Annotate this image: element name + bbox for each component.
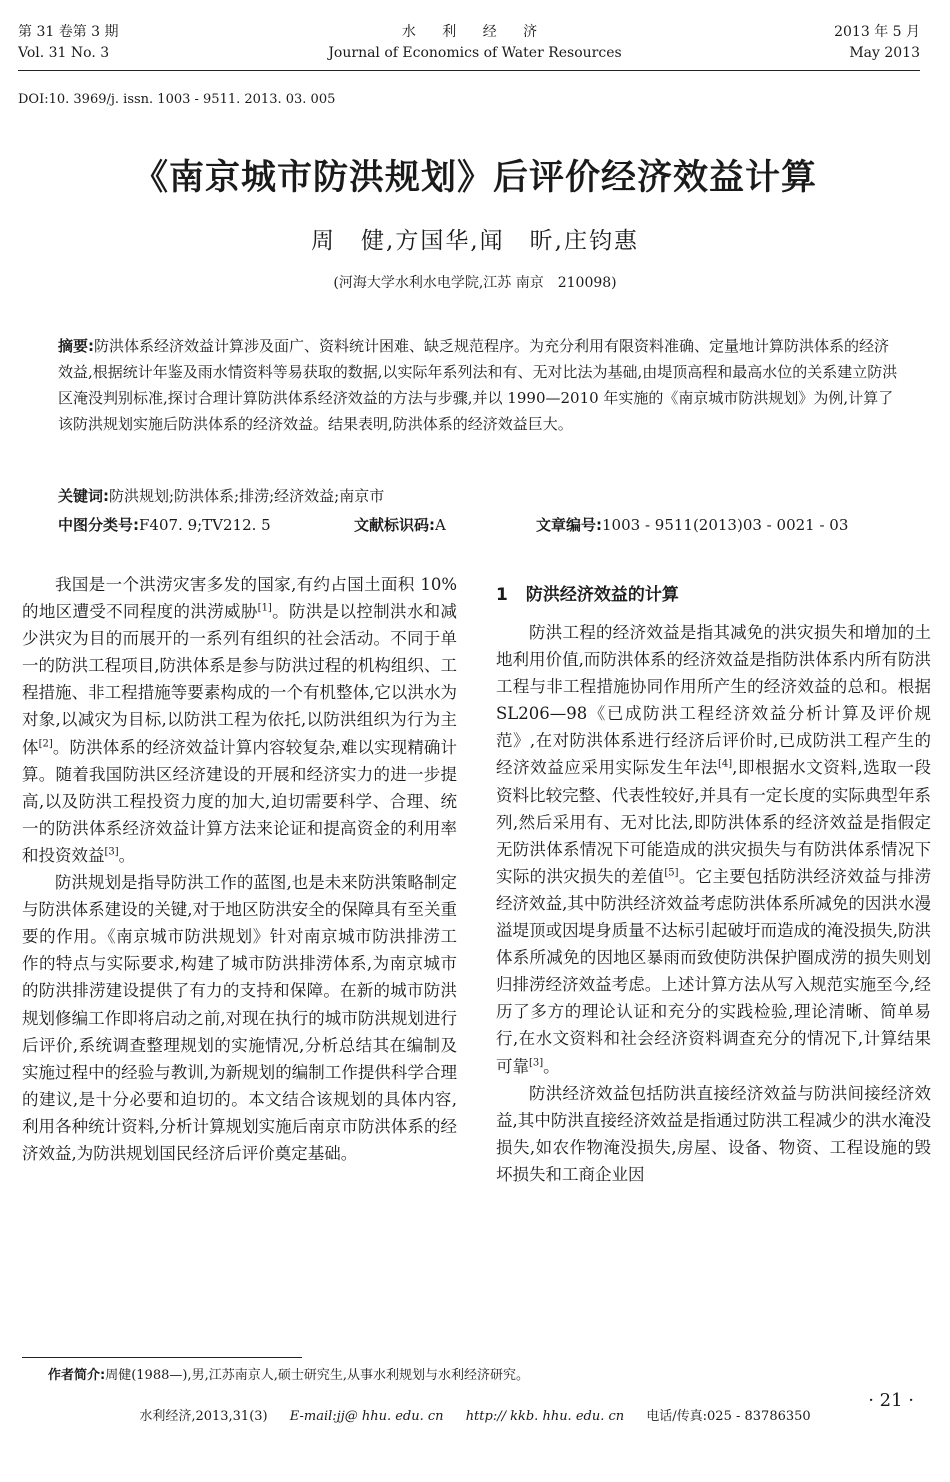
citation: [4] (717, 758, 733, 770)
paper-title: 《南京城市防洪规划》后评价经济效益计算 (132, 157, 817, 198)
citation: [3] (104, 846, 119, 858)
paragraph-intro-2: 防洪规划是指导防洪工作的蓝图,也是未来防洪策略制定与防洪体系建设的关键,对于地区防洪安全的保障具有至关重要的作用。《南京城市防洪规划》针对南京城市防洪排涝工作的特点与实际要求,构建了城市防洪排涝体系,为南京城市的防洪排涝建设提供了有力的支持和保障。在新的城市防洪规划修编工作即将启动之前,对现在执行的城市防洪规划进行后评价,系统调查整理规划的实施情况,分析总结其在编制及实施过程中的经验与教训,为新规划的编制工作提供科学合理的建议,是十分必要和迫切的。本文结合该规划的具体内容,利用各种统计资料,分析计算规划实施后南京市防洪体系的经济效益,为防洪规划国民经济后评价奠定基础。 (22, 873, 457, 1163)
footer-email[interactable]: E-mail:jj@ hhu. edu. cn (289, 1409, 444, 1424)
issue-date-cn: 2013 年 5 月 (834, 24, 920, 40)
footer-journal: 水利经济,2013,31(3) (139, 1409, 268, 1424)
footnote-divider (22, 1357, 302, 1358)
footnote-text: 周健(1988—),男,江苏南京人,硕士研究生,从事水利规划与水利经济研究。 (105, 1368, 529, 1383)
article-number (536, 514, 848, 535)
page-number: · 21 · (868, 1390, 914, 1411)
keywords (58, 485, 384, 506)
page-footer (0, 1405, 950, 1424)
clc-number (58, 514, 271, 535)
section-heading (496, 583, 931, 607)
article-number-value: 1003 - 9511(2013)03 - 0021 - 03 (602, 516, 849, 534)
article-number-label: 文章编号: (536, 516, 602, 534)
issue-date-en: May 2013 (849, 45, 920, 61)
document-code (354, 514, 446, 535)
header-divider (18, 70, 920, 71)
running-header-right (834, 22, 920, 64)
citation: [2] (38, 738, 53, 750)
citation: [3] (529, 1057, 544, 1068)
paragraph-intro-1: 我国是一个洪涝灾害多发的国家,有约占国土面积 10% 的地区遭受不同程度的洪涝威胁[1]。防洪是以控制洪水和减少洪灾为目的而展开的一系列有组织的社会活动。不同于单一的防洪工程项目,防洪体系是参与防洪过程的机构组织、工程措施、非工程措施等要素构成的一个有机整体,它以洪水为对象,以减灾为目标,以防洪工程为依托,以防洪组织为行为主体[2]。防洪体系的经济效益计算内容较复杂,难以实现精确计算。随着我国防洪区经济建设的开展和经济实力的进一步提高,以及防洪工程投资力度的加大,迫切需要科学、合理、统一的防洪体系经济效益计算方法来论证和提高资金的利用率和投资效益[3]。 (22, 575, 458, 865)
footer-phone: 电话/传真:025 - 83786350 (646, 1409, 811, 1424)
footnote-label: 作者简介: (48, 1368, 106, 1383)
citation: [5] (664, 867, 679, 879)
footer-website[interactable]: http:// kkb. hhu. edu. cn (465, 1409, 625, 1424)
volume-issue-cn: 第 31 卷第 3 期 (18, 24, 119, 40)
body-column-left (22, 571, 457, 1167)
doi: DOI:10. 3969/j. issn. 1003 - 9511. 2013. 03. 005 (18, 92, 336, 107)
keywords-label: 关键词: (58, 487, 109, 505)
doc-code-value: A (435, 516, 446, 534)
affiliation: (河海大学水利水电学院,江苏 南京 210098) (333, 275, 617, 291)
journal-name-cn: 水 利 经 济 (401, 24, 549, 40)
citation: [1] (257, 602, 272, 614)
abstract (58, 333, 900, 437)
clc-value: F407. 9;TV212. 5 (139, 516, 271, 534)
paragraph-sec1-1: 防洪工程的经济效益是指其减免的洪灾损失和增加的土地利用价值,而防洪体系的经济效益是指防洪体系内所有防洪工程与非工程措施协同作用所产生的经济效益的总和。根据 SL206—98《已成防洪工程经济效益分析计算及评价规范》,在对防洪体系进行经济后评价时,已成防洪工程产生的经济效益应采用实际发生年法[4],即根据水文资料,选取一段资料比较完整、代表性较好,并具有一定长度的实际典型年系列,然后采用有、无对比法,即防洪体系的经济效益是指假定无防洪体系情况下可能造成的洪灾损失与有防洪体系情况下实际的洪灾损失的差值[5]。它主要包括防洪经济效益与排涝经济效益,其中防洪经济效益考虑防洪体系所减免的因洪水漫溢堤顶或因堤身质量不达标引起破圩而造成的淹没损失,防洪体系所减免的因地区暴雨而致使防洪保护圈成涝的损失则划归排涝经济效益考虑。上述计算方法从写入规范实施至今,经历了多方的理论认证和充分的实践检验,理论清晰、简单易行,在水文资料和社会经济资料调查充分的情况下,计算结果可靠[3]。 (496, 623, 932, 1076)
volume-issue-en: Vol. 31 No. 3 (18, 45, 110, 61)
doc-code-label: 文献标识码: (354, 516, 435, 534)
abstract-label: 摘要: (58, 337, 94, 355)
section-number: 1 (496, 585, 508, 605)
paragraph-sec1-2: 防洪经济效益包括防洪直接经济效益与防洪间接经济效益,其中防洪直接经济效益是指通过防洪工程减少的洪水淹没损失,如农作物淹没损失,房屋、设备、物资、工程设施的毁坏损失和工商企业因 (496, 1083, 931, 1184)
abstract-text: 防洪体系经济效益计算涉及面广、资料统计困难、缺乏规范程序。为充分利用有限资料准确、定量地计算防洪体系的经济效益,根据统计年鉴及雨水情资料等易获取的数据,以实际年系列法和有、无对比法为基础,由堤顶高程和最高水位的关系建立防洪区淹没判别标准,探讨合理计算防洪体系经济效益的方法与步骤,并以 1990—2010 年实施的《南京城市防洪规划》为例,计算了该防洪规划实施后防洪体系的经济效益。结果表明,防洪体系的经济效益巨大。 (58, 337, 898, 433)
body-column-right (496, 571, 931, 1188)
keywords-text: 防洪规划;防洪体系;排涝;经济效益;南京市 (109, 487, 385, 505)
section-title: 防洪经济效益的计算 (525, 585, 679, 605)
running-header-center (0, 22, 950, 64)
authors: 周 健,方国华,闻 昕,庄钧惠 (311, 228, 639, 254)
journal-name-en: Journal of Economics of Water Resources (328, 45, 622, 61)
clc-label: 中图分类号: (58, 516, 139, 534)
author-footnote (48, 1364, 529, 1383)
